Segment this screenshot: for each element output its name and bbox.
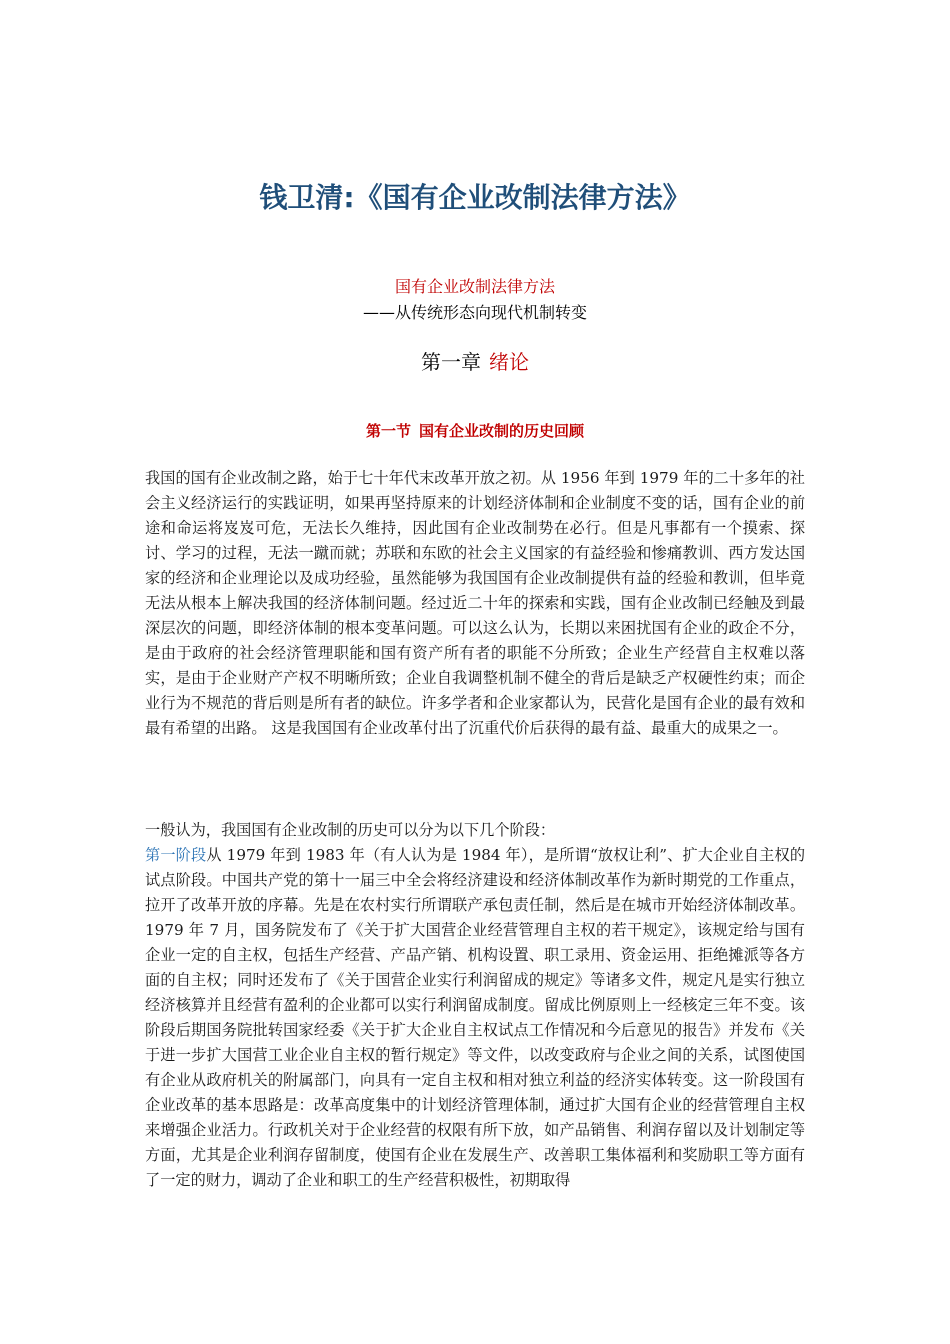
paragraph-intro: 我国的国有企业改制之路，始于七十年代末改革开放之初。从 1956 年到 1979 年的二十多年的社会主义经济运行的实践证明，如果再坚持原来的计划经济体制和企业制度不变的话，国有企业的前途和命运将岌岌可危，无法长久维持，因此国有企业改制势在必行。但是凡事都有一个摸索、探讨、学习的过程，无法一蹴而就；苏联和东欧的社会主义国家的有益经验和惨痛教训、西方发达国家的经济和企业理论以及成功经验，虽然能够为我国国有企业改制提供有益的经验和教训，但毕竟无法从根本上解决我国的经济体制问题。经过近二十年的探索和实践，国有企业改制已经触及到最深层次的问题，即经济体制的根本变革问题。可以这么认为，长期以来困扰国有企业的政企不分，是由于政府的社会经济管理职能和国有资产所有者的职能不分所致；企业生产经营自主权难以落实，是由于企业财产产权不明晰所致；企业自我调整机制不健全的背后是缺乏产权硬性约束；而企业行为不规范的背后则是所有者的缺位。许多学者和企业家都认为，民营化是国有企业的最有效和最有希望的出路。 这是我国国有企业改革付出了沉重代价后获得的最有益、最重大的成果之一。	[145, 469, 805, 737]
section-heading	[0, 420, 950, 442]
section-name: 国有企业改制的历史回顾	[419, 422, 585, 440]
chapter-number: 第一章	[421, 350, 481, 374]
stage-one-text: 从 1979 年到 1983 年（有人认为是 1984 年），是所谓“放权让利”、扩大企业自主权的试点阶段。中国共产党的第十一届三中全会将经济建设和经济体制改革作为新时期党的工作重点，拉开了改革开放的序幕。先是在农村实行所谓联产承包责任制，然后是在城市开始经济体制改革。1979 年 7 月，国务院发布了《关于扩大国营企业经营管理自主权的若干规定》，该规定给与国有企业一定的自主权，包括生产经营、产品产销、机构设置、职工录用、资金运用、拒绝摊派等各方面的自主权；同时还发布了《关于国营企业实行利润留成的规定》等诸多文件，规定凡是实行独立经济核算并且经营有盈利的企业都可以实行利润留成制度。留成比例原则上一经核定三年不变。该阶段后期国务院批转国家经委《关于扩大企业自主权试点工作情况和今后意见的报告》并发布《关于进一步扩大国营工业企业自主权的暂行规定》等文件，以改变政府与企业之间的关系，试图使国有企业从政府机关的附属部门，向具有一定自主权和相对独立利益的经济实体转变。这一阶段国有企业改革的基本思路是：改革高度集中的计划经济管理体制，通过扩大国有企业的经营管理自主权来增强企业活力。行政机关对于企业经营的权限有所下放，如产品销售、利润存留以及计划制定等方面，尤其是企业利润存留制度，使国有企业在发展生产、改善职工集体福利和奖励职工等方面有了一定的财力，调动了企业和职工的生产经营积极性，初期取得	[145, 846, 806, 1189]
paragraph-stage-one	[145, 843, 805, 1193]
book-subtitle-secondary: ——从传统形态向现代机制转变	[362, 303, 587, 322]
stage-one-label: 第一阶段	[145, 846, 207, 864]
section-number: 第一节	[365, 422, 411, 440]
document-title: 钱卫清:《国有企业改制法律方法》	[259, 181, 691, 214]
chapter-name: 绪论	[489, 350, 529, 374]
paragraph-stages-intro: 一般认为，我国国有企业改制的历史可以分为以下几个阶段：	[145, 821, 556, 839]
book-subtitle: 国有企业改制法律方法	[394, 277, 555, 296]
chapter-heading	[0, 348, 950, 376]
